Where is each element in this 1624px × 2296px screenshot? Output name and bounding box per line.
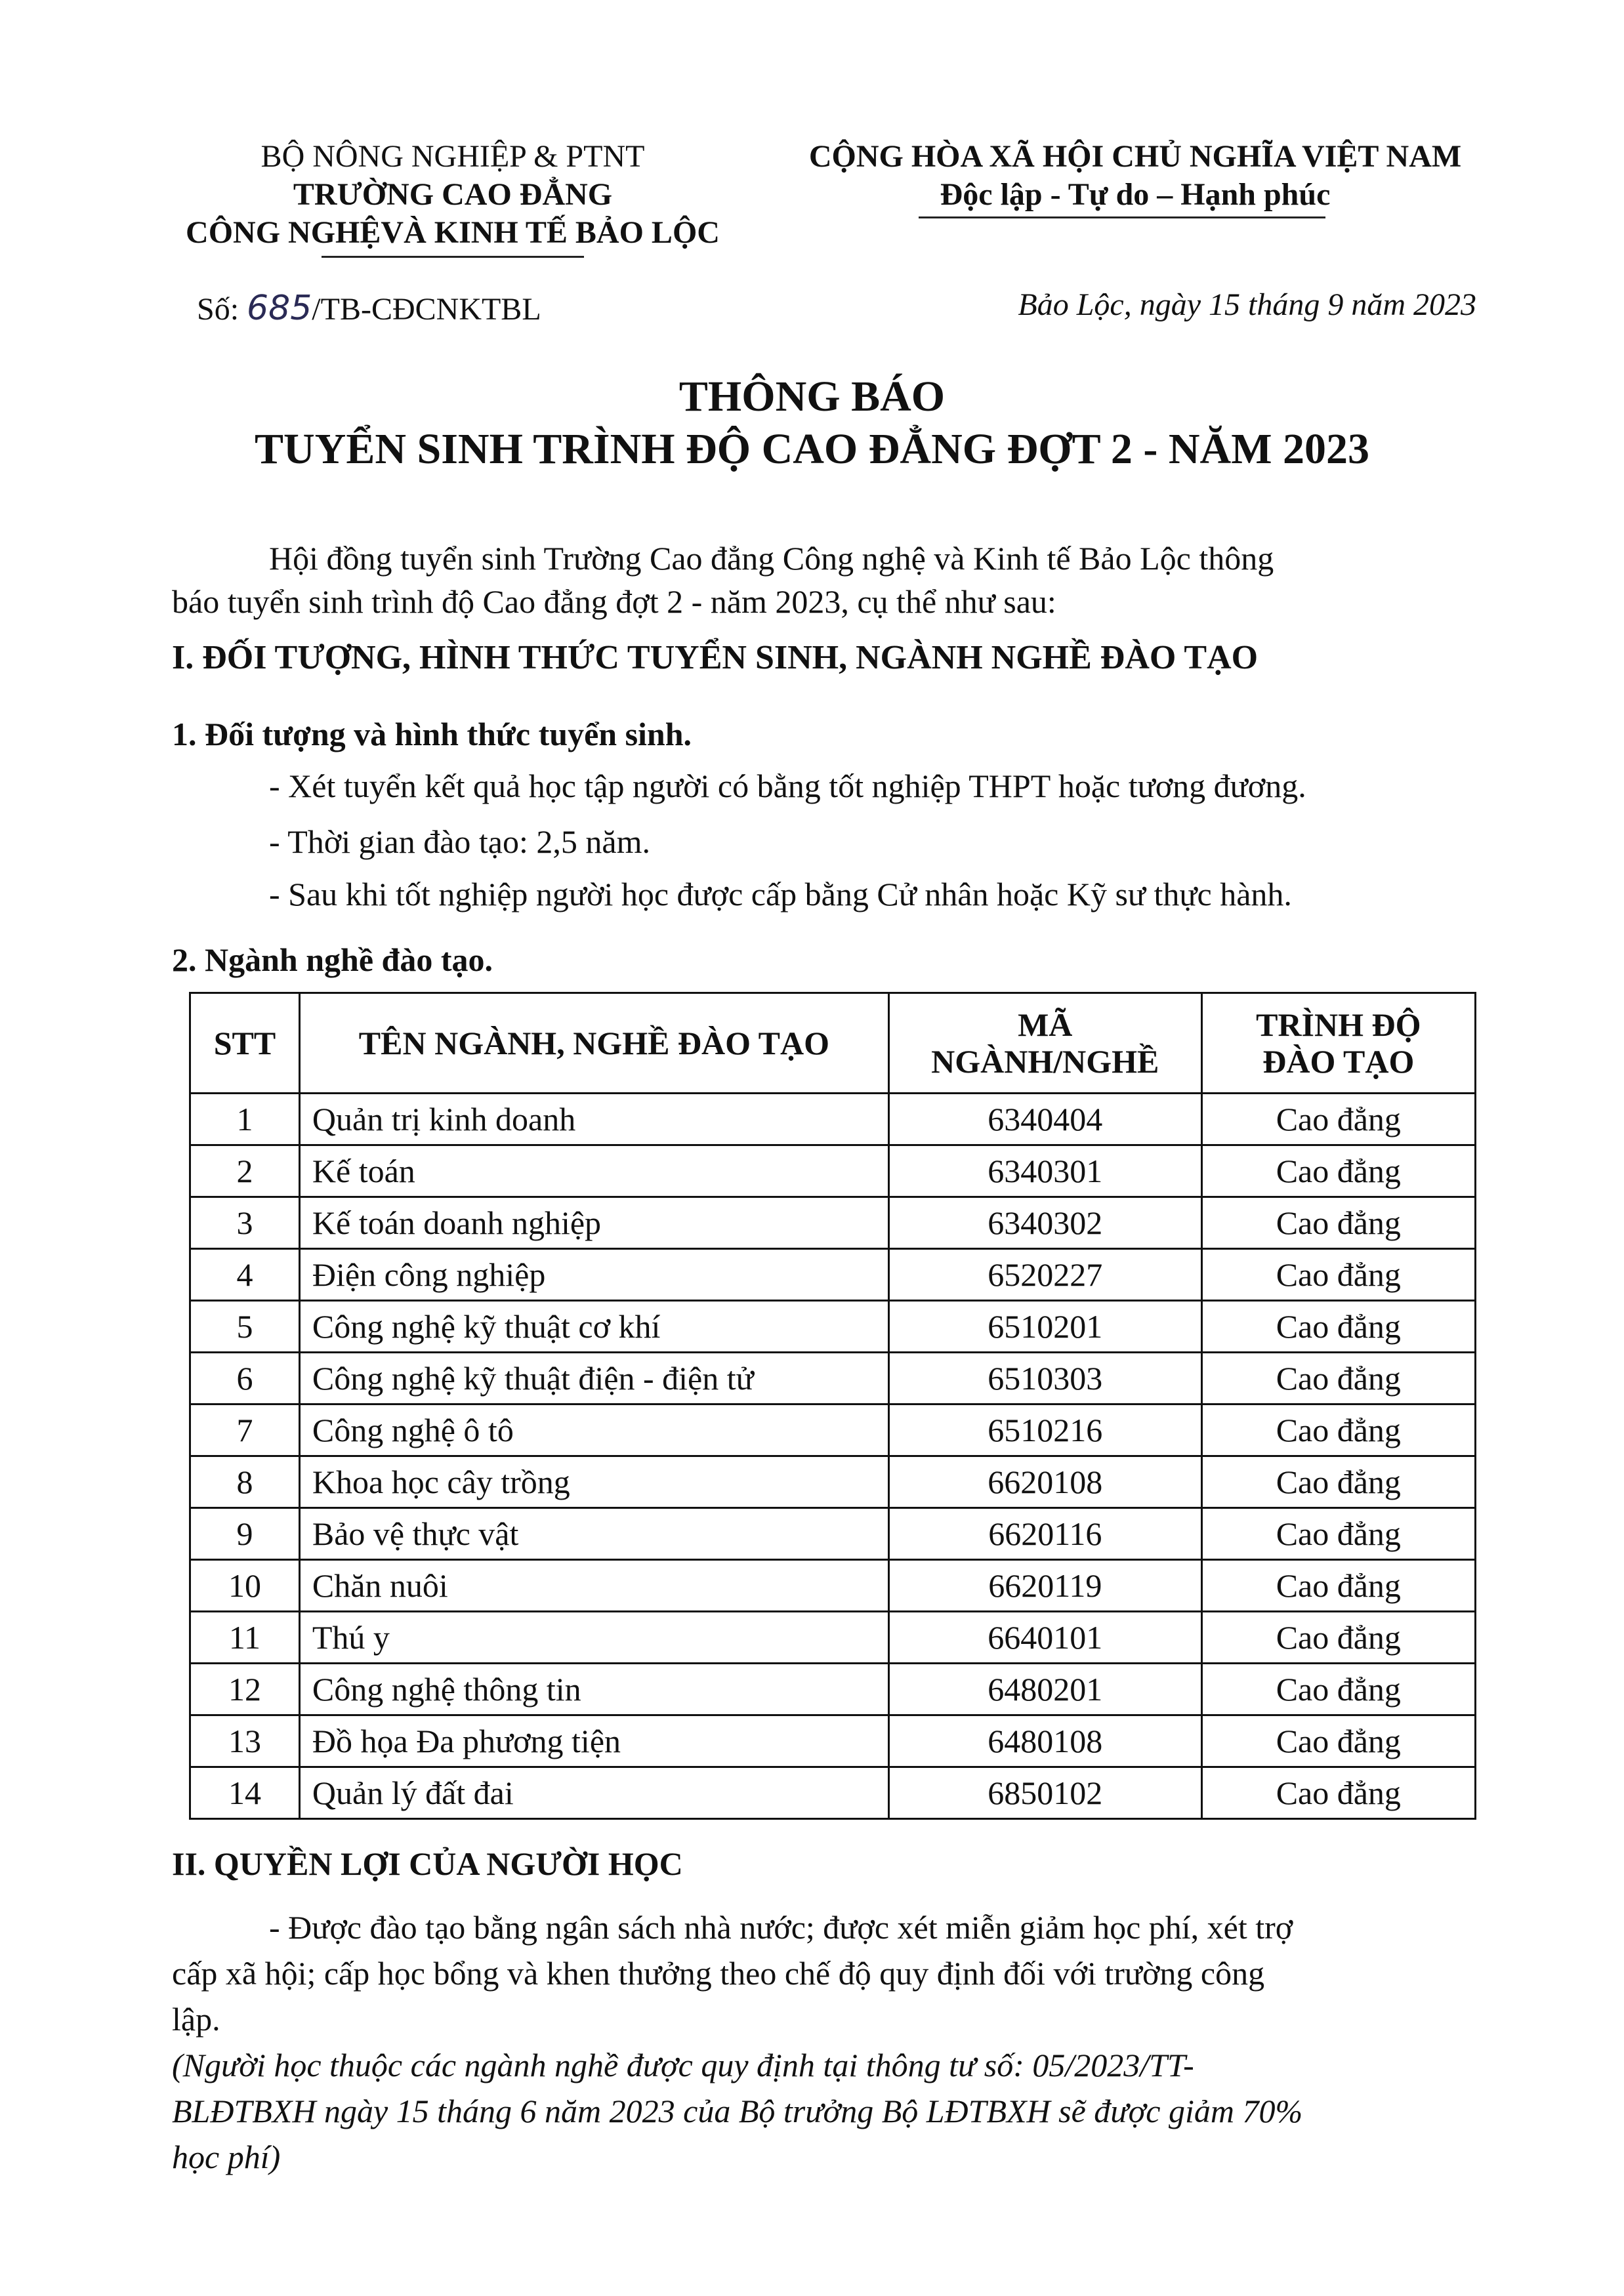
cell-code: 6340302 (888, 1197, 1201, 1249)
section2-para-line2: cấp xã hội; cấp học bổng và khen thưởng theo chế độ quy định đối với trường công (172, 1955, 1265, 1992)
cell-name: Đồ họa Đa phương tiện (299, 1715, 888, 1767)
table-row (190, 1249, 1476, 1301)
header-left-underline (322, 256, 584, 258)
cell-name: Điện công nghiệp (299, 1249, 888, 1301)
cell-name: Quản lý đất đai (299, 1767, 888, 1819)
cell-level: Cao đẳng (1201, 1508, 1475, 1560)
cell-stt: 14 (190, 1767, 300, 1819)
section2-heading: II. QUYỀN LỢI CỦA NGƯỜI HỌC (172, 1845, 683, 1882)
cell-level: Cao đẳng (1201, 1197, 1475, 1249)
th-level-line1: TRÌNH ĐỘ (1256, 1006, 1421, 1043)
table-row (190, 1767, 1476, 1819)
cell-code: 6510303 (888, 1353, 1201, 1404)
th-code-line1: MÃ (1018, 1006, 1073, 1043)
doc-number-handwritten: 685 (247, 289, 312, 328)
doc-number-prefix: Số: (197, 292, 247, 327)
cell-level: Cao đẳng (1201, 1094, 1475, 1145)
cell-code: 6510216 (888, 1404, 1201, 1456)
cell-code: 6640101 (888, 1612, 1201, 1664)
cell-name: Khoa học cây trồng (299, 1456, 888, 1508)
th-name: TÊN NGÀNH, NGHỀ ĐÀO TẠO (299, 993, 888, 1094)
intro-line1: Hội đồng tuyển sinh Trường Cao đẳng Công nghệ và Kinh tế Bảo Lộc thông (269, 540, 1274, 577)
cell-code: 6620116 (888, 1508, 1201, 1560)
table-header-row (190, 993, 1476, 1094)
cell-level: Cao đẳng (1201, 1145, 1475, 1197)
cell-name: Kế toán doanh nghiệp (299, 1197, 888, 1249)
cell-name: Thú y (299, 1612, 888, 1664)
header-right-underline (919, 216, 1325, 218)
cell-code: 6520227 (888, 1249, 1201, 1301)
cell-level: Cao đẳng (1201, 1767, 1475, 1819)
cell-stt: 6 (190, 1353, 300, 1404)
section1-sub2-heading: 2. Ngành nghề đào tạo. (172, 941, 493, 978)
header-ministry: BỘ NÔNG NGHIỆP & PTNT (260, 139, 645, 174)
cell-stt: 8 (190, 1456, 300, 1508)
cell-code: 6480108 (888, 1715, 1201, 1767)
cell-name: Quản trị kinh doanh (299, 1094, 888, 1145)
cell-level: Cao đẳng (1201, 1715, 1475, 1767)
bullet-degree: - Sau khi tốt nghiệp người học được cấp bằng Cử nhân hoặc Kỹ sư thực hành. (269, 876, 1292, 912)
cell-name: Công nghệ ô tô (299, 1404, 888, 1456)
cell-level: Cao đẳng (1201, 1353, 1475, 1404)
doc-number-suffix: /TB-CĐCNKTBL (312, 292, 541, 327)
table-row (190, 1560, 1476, 1612)
table-row (190, 1145, 1476, 1197)
cell-level: Cao đẳng (1201, 1456, 1475, 1508)
cell-code: 6340301 (888, 1145, 1201, 1197)
th-code-line2: NGÀNH/NGHỀ (931, 1043, 1159, 1080)
table-row (190, 1508, 1476, 1560)
cell-level: Cao đẳng (1201, 1249, 1475, 1301)
cell-code: 6480201 (888, 1664, 1201, 1715)
table-row (190, 1197, 1476, 1249)
majors-table (189, 992, 1476, 1820)
place-date: Bảo Lộc, ngày 15 tháng 9 năm 2023 (1018, 287, 1476, 322)
section2-note-line1: (Người học thuộc các ngành nghề được quy định tại thông tư số: 05/2023/TT- (172, 2047, 1194, 2083)
table-row (190, 1094, 1476, 1145)
cell-name: Chăn nuôi (299, 1560, 888, 1612)
title-line2: TUYỂN SINH TRÌNH ĐỘ CAO ĐẲNG ĐỢT 2 - NĂM 2023 (254, 425, 1370, 473)
section1-sub1-heading: 1. Đối tượng và hình thức tuyển sinh. (172, 716, 692, 752)
cell-stt: 12 (190, 1664, 300, 1715)
cell-stt: 4 (190, 1249, 300, 1301)
header-school-line1: TRƯỜNG CAO ĐẲNG (293, 177, 613, 212)
table-row (190, 1715, 1476, 1767)
header-motto: Độc lập - Tự do – Hạnh phúc (940, 177, 1331, 212)
cell-stt: 13 (190, 1715, 300, 1767)
table-row (190, 1664, 1476, 1715)
cell-stt: 5 (190, 1301, 300, 1353)
cell-stt: 10 (190, 1560, 300, 1612)
cell-level: Cao đẳng (1201, 1612, 1475, 1664)
th-code (888, 993, 1201, 1094)
cell-code: 6620108 (888, 1456, 1201, 1508)
section1-heading: I. ĐỐI TƯỢNG, HÌNH THỨC TUYỂN SINH, NGÀNH NGHỀ ĐÀO TẠO (172, 639, 1259, 676)
cell-code: 6340404 (888, 1094, 1201, 1145)
cell-stt: 9 (190, 1508, 300, 1560)
cell-code: 6510201 (888, 1301, 1201, 1353)
doc-number (197, 289, 541, 329)
cell-level: Cao đẳng (1201, 1560, 1475, 1612)
cell-code: 6850102 (888, 1767, 1201, 1819)
cell-name: Công nghệ kỹ thuật điện - điện tử (299, 1353, 888, 1404)
table-row (190, 1612, 1476, 1664)
table-row (190, 1404, 1476, 1456)
bullet-duration: - Thời gian đào tạo: 2,5 năm. (269, 823, 650, 860)
cell-name: Kế toán (299, 1145, 888, 1197)
section2-note-line2: BLĐTBXH ngày 15 tháng 6 năm 2023 của Bộ trưởng Bộ LĐTBXH sẽ được giảm 70% (172, 2093, 1303, 2129)
header-nation: CỘNG HÒA XÃ HỘI CHỦ NGHĨA VIỆT NAM (808, 139, 1462, 174)
cell-level: Cao đẳng (1201, 1301, 1475, 1353)
section2-para-line3: lập. (172, 2001, 220, 2038)
cell-level: Cao đẳng (1201, 1404, 1475, 1456)
title-line1: THÔNG BÁO (678, 373, 946, 420)
th-level (1201, 993, 1475, 1094)
th-stt: STT (190, 993, 300, 1094)
cell-level: Cao đẳng (1201, 1664, 1475, 1715)
intro-line2: báo tuyển sinh trình độ Cao đẳng đợt 2 - năm 2023, cụ thể như sau: (172, 583, 1056, 620)
cell-name: Bảo vệ thực vật (299, 1508, 888, 1560)
table-row (190, 1301, 1476, 1353)
header-school-line2: CÔNG NGHỆVÀ KINH TẾ BẢO LỘC (186, 215, 720, 250)
section2-para-line1: - Được đào tạo bằng ngân sách nhà nước; được xét miễn giảm học phí, xét trợ (269, 1909, 1293, 1946)
th-level-line2: ĐÀO TẠO (1262, 1043, 1415, 1080)
section2-note-line3: học phí) (172, 2139, 281, 2175)
bullet-admission: - Xét tuyển kết quả học tập người có bằng tốt nghiệp THPT hoặc tương đương. (269, 768, 1306, 804)
table-row (190, 1353, 1476, 1404)
cell-stt: 11 (190, 1612, 300, 1664)
cell-stt: 7 (190, 1404, 300, 1456)
table-row (190, 1456, 1476, 1508)
cell-name: Công nghệ thông tin (299, 1664, 888, 1715)
cell-stt: 1 (190, 1094, 300, 1145)
cell-stt: 2 (190, 1145, 300, 1197)
cell-name: Công nghệ kỹ thuật cơ khí (299, 1301, 888, 1353)
cell-code: 6620119 (888, 1560, 1201, 1612)
cell-stt: 3 (190, 1197, 300, 1249)
